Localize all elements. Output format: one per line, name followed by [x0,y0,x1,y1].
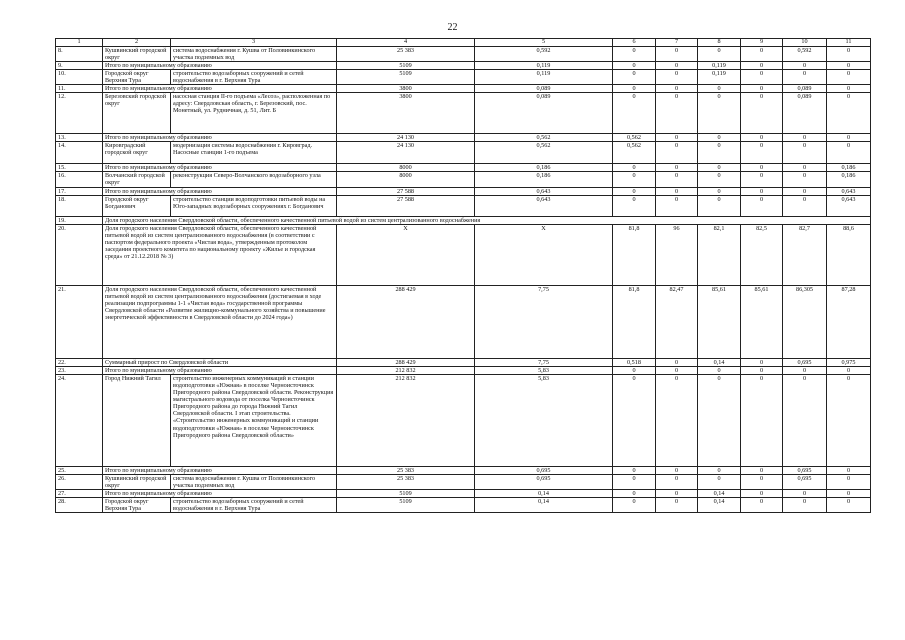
value-cell: 0 [613,172,656,187]
section-heading-cell: Доля городского населения Свердловской области, обеспеченного качественной питьевой водой из систем централизованного водоснабжения [103,216,871,224]
table-row [56,466,871,474]
row-number: 27. [56,490,103,498]
value-cell: 0 [698,164,741,172]
column-number: 2 [103,39,171,47]
table-header-row [56,39,871,47]
value-cell: 27 588 [337,187,475,195]
subtotal-label-cell: Итого по муниципальному образованию [103,61,337,69]
project-cell: реконструкция Северо-Волчанского водозаборного узла [171,172,337,187]
subtotal-label-cell: Итого по муниципальному образованию [103,134,337,142]
value-cell: 0 [741,46,783,61]
value-cell: 0 [613,164,656,172]
table-row [56,224,871,285]
value-cell: 0 [656,374,698,466]
value-cell: 7,75 [475,358,613,366]
value-cell: 0 [827,498,871,513]
value-cell: 0,562 [475,142,613,164]
value-cell: 3800 [337,85,475,93]
value-cell: 0 [827,61,871,69]
subtotal-label-cell: Итого по муниципальному образованию [103,164,337,172]
table-row [56,46,871,61]
municipality-cell: Кировградский городской округ [103,142,171,164]
value-cell: 81,8 [613,224,656,285]
indicator-label-cell: Доля городского населения Свердловской области, обеспеченного качественной питьевой водой из систем централизованного водоснабжения (достигаемая в ходе реализации подпрограммы 1-1 «Чистая вода» государственной программы Свердловской области «Развитие жилищно-коммунального хозяйства и повышение энергетической эффективности в Свердловской области до 2024 года») [103,285,337,358]
row-number: 13. [56,134,103,142]
table-row [56,490,871,498]
table-row [56,93,871,134]
municipality-cell: Кушвинский городской округ [103,475,171,490]
value-cell: 0 [827,85,871,93]
value-cell: 0,562 [475,134,613,142]
value-cell: 0 [613,490,656,498]
value-cell: 0 [741,475,783,490]
table-row [56,85,871,93]
value-cell: 0 [613,195,656,216]
subtotal-label-cell: Итого по муниципальному образованию [103,187,337,195]
value-cell: 0 [827,93,871,134]
value-cell: 212 832 [337,374,475,466]
value-cell: 0 [698,466,741,474]
value-cell: 0 [613,466,656,474]
value-cell: 0 [741,61,783,69]
row-number: 22. [56,358,103,366]
value-cell: 0,695 [783,358,827,366]
value-cell: 0,643 [827,195,871,216]
value-cell: 0 [741,490,783,498]
value-cell: 25 383 [337,475,475,490]
value-cell: 81,8 [613,285,656,358]
project-cell: строительство водозаборных сооружений и сетей водоснабжения в г. Верхняя Тура [171,69,337,84]
column-number: 4 [337,39,475,47]
column-number: 1 [56,39,103,47]
value-cell: 0 [613,85,656,93]
value-cell: 82,5 [741,224,783,285]
municipality-cell: Городской округ Верхняя Тура [103,69,171,84]
value-cell: 0 [698,366,741,374]
value-cell: 0 [827,134,871,142]
value-cell: 0 [613,366,656,374]
value-cell: 0 [656,498,698,513]
project-cell: строительство водозаборных сооружений и сетей водоснабжения в г. Верхняя Тура [171,498,337,513]
value-cell: 0,14 [698,358,741,366]
value-cell: 25 383 [337,46,475,61]
value-cell: 87,28 [827,285,871,358]
value-cell: 0 [741,69,783,84]
value-cell: 0 [783,172,827,187]
indicator-table [55,38,871,513]
value-cell: 0 [698,195,741,216]
value-cell: 5109 [337,498,475,513]
value-cell: 0 [783,490,827,498]
value-cell: 0 [741,172,783,187]
value-cell: 0 [698,85,741,93]
municipality-cell: Городской округ Богданович [103,195,171,216]
row-number: 21. [56,285,103,358]
table-row [56,164,871,172]
value-cell: 85,61 [741,285,783,358]
project-cell: насосная станция II-го подъема «Лесоз», расположенная по адресу: Свердловская область, г. Березовский, пос. Монетный, ул. Рудничная, д. 51, Лит. Б [171,93,337,134]
project-cell: система водоснабжения г. Кушва от Половинкинского участка подземных вод [171,475,337,490]
row-number: 8. [56,46,103,61]
value-cell: 0 [827,69,871,84]
column-number: 10 [783,39,827,47]
value-cell: 8000 [337,172,475,187]
value-cell: 88,6 [827,224,871,285]
value-cell: 0 [783,142,827,164]
value-cell: 0,14 [698,490,741,498]
value-cell: 0 [741,498,783,513]
column-number: 8 [698,39,741,47]
value-cell: 5,83 [475,374,613,466]
value-cell: 0 [741,134,783,142]
column-number: 9 [741,39,783,47]
table-row [56,358,871,366]
value-cell: 0,643 [475,187,613,195]
value-cell: 82,1 [698,224,741,285]
column-number: 6 [613,39,656,47]
value-cell: 0,643 [827,187,871,195]
value-cell: 0 [656,46,698,61]
value-cell: 0 [656,466,698,474]
value-cell: 0 [783,498,827,513]
value-cell: 0,119 [475,69,613,84]
value-cell: 0 [613,61,656,69]
column-number: 7 [656,39,698,47]
value-cell: 0,089 [475,93,613,134]
value-cell: 82,7 [783,224,827,285]
value-cell: 0 [613,374,656,466]
value-cell: 85,61 [698,285,741,358]
value-cell: 0 [827,46,871,61]
value-cell: 0 [741,366,783,374]
project-cell: система водоснабжения г. Кушва от Половинкинского участка подземных вод [171,46,337,61]
project-cell: строительство инженерных коммуникаций и станции водоподготовки «Южная» в поселке Черноисточинск Пригородного района Свердловской области. Реконструкция магистрального водовода от поселка Черноисточинск Пригородного района до города Нижний Тагил Свердловской области. I этап строительства. «Строительство инженерных коммуникаций и станции водоподготовки «Южная» в поселке Черноисточинск Пригородного района Свердловской области» [171,374,337,466]
table-body [56,39,871,513]
value-cell: 0,562 [613,142,656,164]
value-cell: 0 [698,46,741,61]
value-cell: 8000 [337,164,475,172]
value-cell: 0 [741,85,783,93]
value-cell: 0,14 [698,498,741,513]
value-cell: 0 [656,187,698,195]
value-cell: 0,089 [475,85,613,93]
value-cell: 86,305 [783,285,827,358]
value-cell: 0 [656,69,698,84]
subtotal-label-cell: Итого по муниципальному образованию [103,366,337,374]
row-number: 26. [56,475,103,490]
value-cell: 0 [656,93,698,134]
value-cell: 0,695 [475,466,613,474]
value-cell: 0,14 [475,498,613,513]
table-row [56,498,871,513]
value-cell: 0,186 [475,164,613,172]
value-cell: 0 [783,374,827,466]
value-cell: 0,186 [475,172,613,187]
value-cell: 0 [827,366,871,374]
value-cell: 0 [698,93,741,134]
value-cell: 0,592 [783,46,827,61]
row-number: 25. [56,466,103,474]
value-cell: 0 [698,134,741,142]
value-cell: 0 [613,46,656,61]
value-cell: 5109 [337,61,475,69]
row-number: 16. [56,172,103,187]
value-cell: 7,75 [475,285,613,358]
value-cell: 3800 [337,93,475,134]
value-cell: 0 [613,93,656,134]
value-cell: 0 [613,69,656,84]
table-row [56,285,871,358]
row-number: 10. [56,69,103,84]
value-cell: 0 [656,358,698,366]
value-cell: 0 [827,490,871,498]
value-cell: 82,47 [656,285,698,358]
value-cell: 24 130 [337,142,475,164]
municipality-cell: Кушвинский городской округ [103,46,171,61]
value-cell: 0 [827,142,871,164]
table-row [56,69,871,84]
table-row [56,142,871,164]
value-cell: 0 [656,366,698,374]
value-cell: 0 [741,164,783,172]
municipality-cell: Березовский городской округ [103,93,171,134]
table-row [56,216,871,224]
value-cell: 0,518 [613,358,656,366]
value-cell: 0 [783,366,827,374]
value-cell: 0 [741,142,783,164]
table-row [56,61,871,69]
value-cell: 0,119 [475,61,613,69]
value-cell: 0,186 [827,172,871,187]
value-cell: 0 [741,93,783,134]
value-cell: 0 [827,374,871,466]
value-cell: 0 [656,61,698,69]
value-cell: 0,643 [475,195,613,216]
value-cell: 0,119 [698,61,741,69]
value-cell: 24 130 [337,134,475,142]
column-number: 5 [475,39,613,47]
value-cell: 0 [613,187,656,195]
value-cell: 5109 [337,490,475,498]
value-cell: 0 [827,475,871,490]
value-cell: 288 429 [337,285,475,358]
value-cell: 5,83 [475,366,613,374]
table-row [56,195,871,216]
subtotal-label-cell: Суммарный прирост по Свердловской области [103,358,337,366]
value-cell: 0,119 [698,69,741,84]
value-cell: 0 [783,69,827,84]
row-number: 17. [56,187,103,195]
column-number: 11 [827,39,871,47]
value-cell: 0,562 [613,134,656,142]
municipality-cell: Волчанский городской округ [103,172,171,187]
value-cell: 0 [613,498,656,513]
value-cell: 0,695 [783,466,827,474]
value-cell: X [475,224,613,285]
value-cell: 0 [698,172,741,187]
value-cell: 0 [741,374,783,466]
subtotal-label-cell: Итого по муниципальному образованию [103,85,337,93]
value-cell: 0 [783,134,827,142]
value-cell: 0 [783,187,827,195]
value-cell: 0 [698,374,741,466]
table-row [56,475,871,490]
value-cell: 0,089 [783,93,827,134]
column-number: 3 [171,39,337,47]
table-row [56,134,871,142]
row-number: 23. [56,366,103,374]
value-cell: 0 [698,475,741,490]
municipality-cell: Городской округ Верхняя Тура [103,498,171,513]
value-cell: 0,186 [827,164,871,172]
value-cell: 25 383 [337,466,475,474]
value-cell: 0 [741,466,783,474]
row-number: 20. [56,224,103,285]
value-cell: 0 [656,172,698,187]
value-cell: 212 832 [337,366,475,374]
subtotal-label-cell: Итого по муниципальному образованию [103,466,337,474]
value-cell: 288 429 [337,358,475,366]
value-cell: 0 [656,195,698,216]
value-cell: 0,695 [475,475,613,490]
value-cell: 5109 [337,69,475,84]
page-number: 22 [447,22,458,33]
value-cell: 0,089 [783,85,827,93]
table-row [56,366,871,374]
row-number: 18. [56,195,103,216]
table-row [56,374,871,466]
value-cell: X [337,224,475,285]
row-number: 12. [56,93,103,134]
table-row [56,187,871,195]
value-cell: 0 [741,187,783,195]
value-cell: 0,14 [475,490,613,498]
value-cell: 0 [827,466,871,474]
value-cell: 0,975 [827,358,871,366]
value-cell: 0 [783,61,827,69]
value-cell: 27 588 [337,195,475,216]
value-cell: 0 [741,195,783,216]
table-row [56,172,871,187]
value-cell: 0 [656,134,698,142]
value-cell: 0 [783,164,827,172]
row-number: 11. [56,85,103,93]
subtotal-label-cell: Итого по муниципальному образованию [103,490,337,498]
value-cell: 0 [698,142,741,164]
value-cell: 96 [656,224,698,285]
value-cell: 0,695 [783,475,827,490]
row-number: 24. [56,374,103,466]
project-cell: строительство станции водоподготовки питьевой воды на Юго-западных водозаборных сооружениях г. Богданович [171,195,337,216]
municipality-cell: Город Нижний Тагил [103,374,171,466]
project-cell: модернизация системы водоснабжения г. Кировград. Насосные станции 1-го подъема [171,142,337,164]
value-cell: 0 [783,195,827,216]
value-cell: 0 [656,490,698,498]
row-number: 28. [56,498,103,513]
row-number: 19. [56,216,103,224]
row-number: 15. [56,164,103,172]
value-cell: 0 [656,164,698,172]
row-number: 14. [56,142,103,164]
value-cell: 0,592 [475,46,613,61]
row-number: 9. [56,61,103,69]
value-cell: 0 [656,85,698,93]
value-cell: 0 [613,475,656,490]
value-cell: 0 [656,475,698,490]
value-cell: 0 [698,187,741,195]
indicator-label-cell: Доля городского населения Свердловской области, обеспеченного качественной питьевой водой из систем централизованного водоснабжения (в соответствии с паспортом федерального проекта «Чистая вода», утвержденным протоколом заседания проектного комитета по национальному проекту «Жилье и городская среда» от 21.12.2018 № 3) [103,224,337,285]
value-cell: 0 [656,142,698,164]
value-cell: 0 [741,358,783,366]
